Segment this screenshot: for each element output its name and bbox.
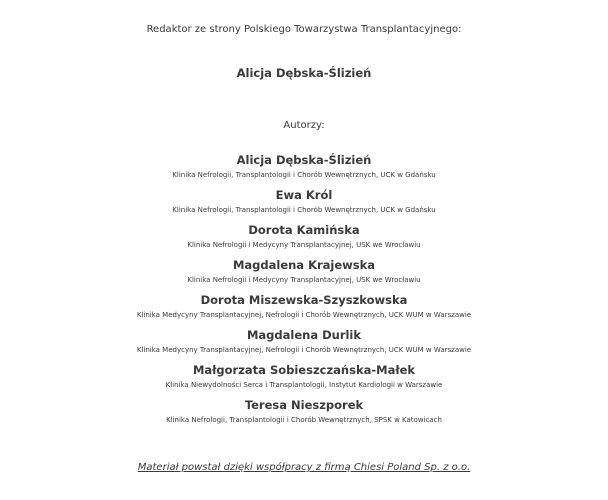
- author-item: [0, 327, 608, 362]
- author-name: Magdalena Durlik: [246, 328, 362, 342]
- author-item: [0, 362, 608, 397]
- author-name: Dorota Miszewska-Szyszkowska: [200, 293, 408, 307]
- author-affiliation: Klinika Nefrologii i Medycyny Transplantacyjnej, USK we Wrocławiu: [187, 241, 421, 249]
- authors-list: [0, 152, 608, 432]
- author-affiliation: Klinika Niewydolności Serca i Transplantologii, Instytut Kardiologii w Warszawie: [165, 381, 443, 389]
- author-item: [0, 397, 608, 432]
- author-item: [0, 292, 608, 327]
- author-item: [0, 222, 608, 257]
- author-affiliation: Klinika Nefrologii, Transplantologii i Chorób Wewnętrznych, SPSK w Katowicach: [166, 416, 442, 424]
- editor-name: Alicja Dębska-Ślizień: [236, 66, 372, 80]
- author-item: [0, 257, 608, 292]
- author-affiliation: Klinika Medycyny Transplantacyjnej, Nefrologii i Chorób Wewnętrznych, UCK WUM w Warszawie: [136, 311, 472, 319]
- author-affiliation: Klinika Nefrologii i Medycyny Transplantacyjnej, USK we Wrocławiu: [187, 276, 421, 284]
- editor-heading: Redaktor ze strony Polskiego Towarzystwa Transplantacyjnego:: [146, 24, 462, 35]
- author-name: Magdalena Krajewska: [232, 258, 376, 272]
- author-name: Ewa Król: [275, 188, 333, 202]
- author-item: [0, 152, 608, 187]
- author-affiliation: Klinika Nefrologii, Transplantologii i Chorób Wewnętrznych, UCK w Gdańsku: [172, 206, 436, 214]
- author-affiliation: Klinika Medycyny Transplantacyjnej, Nefrologii i Chorób Wewnętrznych, UCK WUM w Warszawie: [136, 346, 472, 354]
- authors-heading: Autorzy:: [283, 120, 325, 131]
- author-name: Małgorzata Sobieszczańska-Małek: [192, 363, 416, 377]
- author-affiliation: Klinika Nefrologii, Transplantologii i Chorób Wewnętrznych, UCK w Gdańsku: [172, 171, 436, 179]
- author-name: Dorota Kamińska: [248, 223, 360, 237]
- sponsor-note-link[interactable]: Materiał powstał dzięki współpracy z firmą Chiesi Poland Sp. z o.o.: [137, 462, 471, 473]
- author-name: Alicja Dębska-Ślizień: [236, 153, 372, 167]
- author-name: Teresa Nieszporek: [244, 398, 364, 412]
- author-item: [0, 187, 608, 222]
